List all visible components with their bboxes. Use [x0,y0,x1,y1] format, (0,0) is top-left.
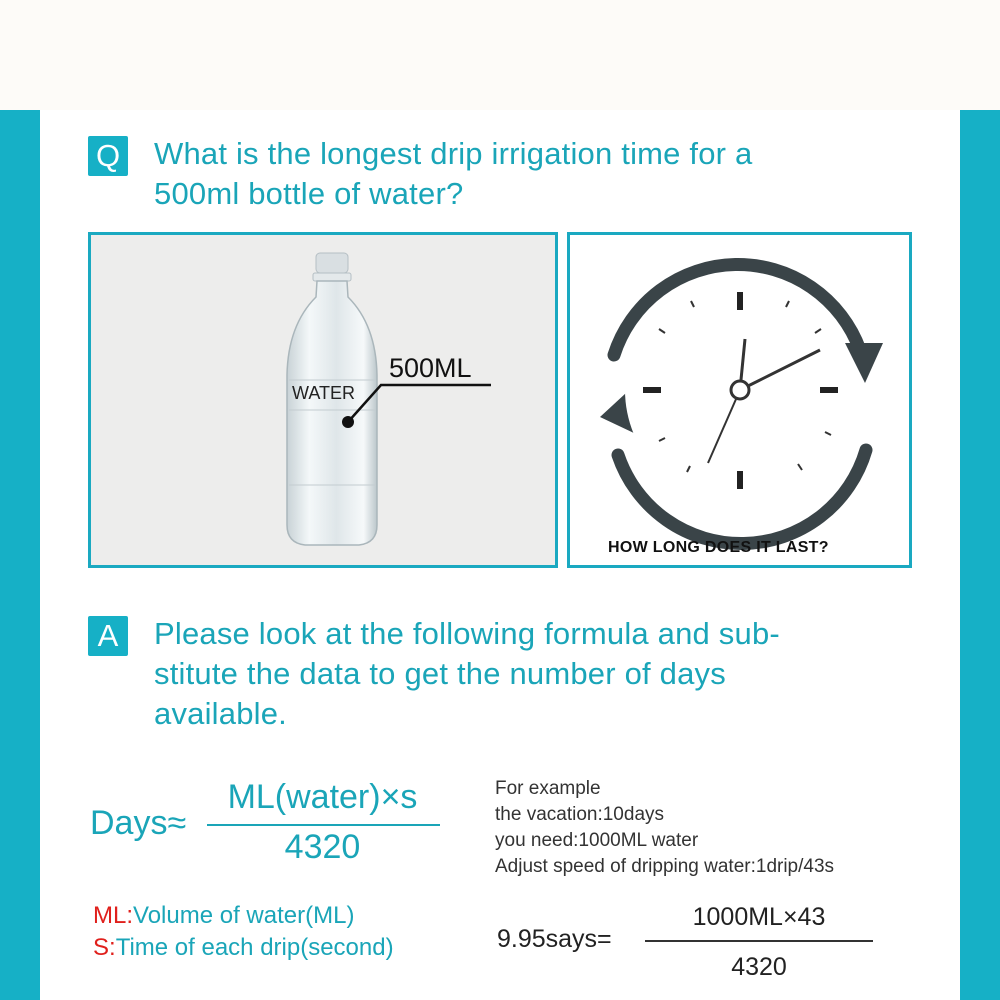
result-denominator: 4320 [731,953,787,981]
bottle-panel [88,232,558,568]
example-line-4: Adjust speed of dripping water:1drip/43s [495,856,835,877]
left-border [0,110,40,1000]
result-fraction-line [645,940,873,942]
formula-denominator: 4320 [284,828,361,866]
legend-s [93,932,394,964]
legend-s-key: S: [93,934,116,961]
result-numerator: 1000ML×43 [692,903,826,931]
question-line-2: 500ml bottle of water? [154,176,464,211]
volume-label: 500ML [389,353,472,383]
clock-caption: HOW LONG DOES IT LAST? [608,539,829,556]
clock-icon [570,235,909,565]
answer-line-1: Please look at the following formula and sub- [154,616,780,651]
example-line-2: the vacation:10days [495,804,665,825]
formula-fraction-line [207,824,440,826]
clock-panel [567,232,912,568]
legend-ml-desc: Volume of water(ML) [133,902,355,929]
bottle-water-text: WATER [292,383,355,403]
right-border [960,110,1000,1000]
formula-numerator: ML(water)×s [227,778,418,816]
legend-block [93,900,394,964]
legend-ml [93,900,394,932]
result-lhs: 9.95says= [497,925,612,953]
answer-line-2: stitute the data to get the number of days [154,656,726,691]
legend-ml-key: ML: [93,902,134,929]
legend-s-desc: Time of each drip(second) [115,934,394,961]
answer-badge: A [88,616,128,656]
question-line-1: What is the longest drip irrigation time for a [154,136,753,171]
top-band [0,0,1000,110]
answer-line-3: available. [154,696,287,731]
example-line-1: For example [495,778,601,799]
formula-lhs: Days≈ [90,804,187,842]
question-badge: Q [88,136,128,176]
example-block [495,776,834,880]
example-line-3: you need:1000ML water [495,830,699,851]
